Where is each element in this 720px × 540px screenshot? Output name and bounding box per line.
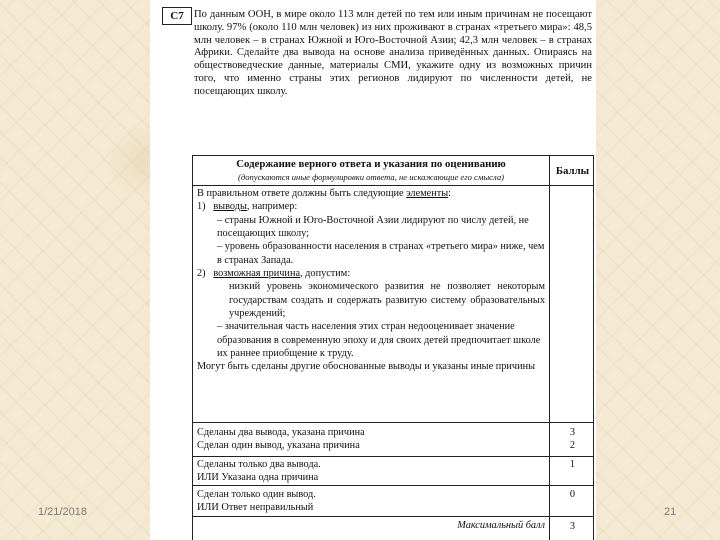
grade-score: 3 2 bbox=[569, 427, 576, 451]
max-score-label: Максимальный балл bbox=[457, 520, 545, 531]
column-divider bbox=[549, 156, 550, 540]
row-divider bbox=[193, 456, 593, 457]
grade-line: Сделан только один вывод. bbox=[197, 489, 316, 500]
grade-line: ИЛИ Указана одна причина bbox=[197, 472, 319, 483]
grade-line: ИЛИ Ответ неправильный bbox=[197, 502, 314, 513]
slide-page-number: 21 bbox=[664, 506, 677, 518]
row-divider bbox=[193, 516, 593, 517]
criteria-item-1-point-2: – уровень образованности населения в странах «третьего мира» ниже, чем в странах Запада. bbox=[217, 241, 545, 266]
slide-date: 1/21/2018 bbox=[38, 506, 87, 518]
criteria-closing: Могут быть сделаны другие обоснованные выводы и указаны иные причины bbox=[197, 361, 536, 373]
task-question: По данным ООН, в мире около 113 млн детей по тем или иным причинам не посещают школу. 97% (около 110 млн человек) из них проживают в странах «третьего мира»: 48,5 млн человек – в странах Южной и Юго-Восточной Азии; 42,3 млн человек – в странах Африки. Сделайте два вывода на основе анализа приведённых данных. Опираясь на обществоведческие данные, материалы СМИ, укажите одну из возможных причин того, что именно страны этих регионов лидируют по численности детей, не посещающих школу. bbox=[194, 9, 592, 97]
table-header-content: Содержание верного ответа и указания по оцениванию bbox=[236, 158, 506, 170]
criteria-item-2-point-2: – значительная часть населения этих стран недооценивает значение образования в современную эпоху и для своих детей предпочитает школе их раннее приобщение к труду. bbox=[217, 321, 541, 360]
document-page bbox=[150, 0, 596, 540]
grade-line: Сделаны два вывода, указана причина bbox=[197, 427, 365, 438]
grade-row bbox=[197, 488, 545, 514]
row-divider bbox=[193, 185, 593, 186]
grade-row bbox=[197, 426, 545, 452]
criteria-item-2: 2) возможная причина, допустим: bbox=[197, 268, 351, 280]
grade-score: 1 bbox=[569, 459, 576, 470]
grade-score: 0 bbox=[569, 489, 576, 500]
criteria-item-2-point-1: низкий уровень экономического развития не позволяет некоторым государствам создать и содержать развитую систему образовательных учреждений; bbox=[229, 281, 545, 320]
row-divider bbox=[193, 422, 593, 423]
answer-criteria bbox=[197, 187, 545, 374]
criteria-intro: В правильном ответе должны быть следующие элементы: bbox=[197, 188, 452, 199]
row-divider bbox=[193, 485, 593, 486]
grade-row bbox=[197, 458, 545, 484]
criteria-item-1: 1) выводы, например: bbox=[197, 201, 298, 213]
max-score-value: 3 bbox=[569, 521, 576, 532]
task-label: С7 bbox=[162, 7, 192, 25]
criteria-item-1-point-1: – страны Южной и Юго-Восточной Азии лидируют по числу детей, не посещающих школу; bbox=[217, 214, 529, 240]
table-header-score: Баллы bbox=[555, 165, 590, 177]
grade-line: Сделаны только два вывода. bbox=[197, 459, 321, 470]
grading-table bbox=[192, 155, 594, 540]
grade-line: Сделан один вывод, указана причина bbox=[197, 440, 360, 451]
table-header-note: (допускаются иные формулировки ответа, не искажающие его смысла) bbox=[238, 172, 504, 182]
